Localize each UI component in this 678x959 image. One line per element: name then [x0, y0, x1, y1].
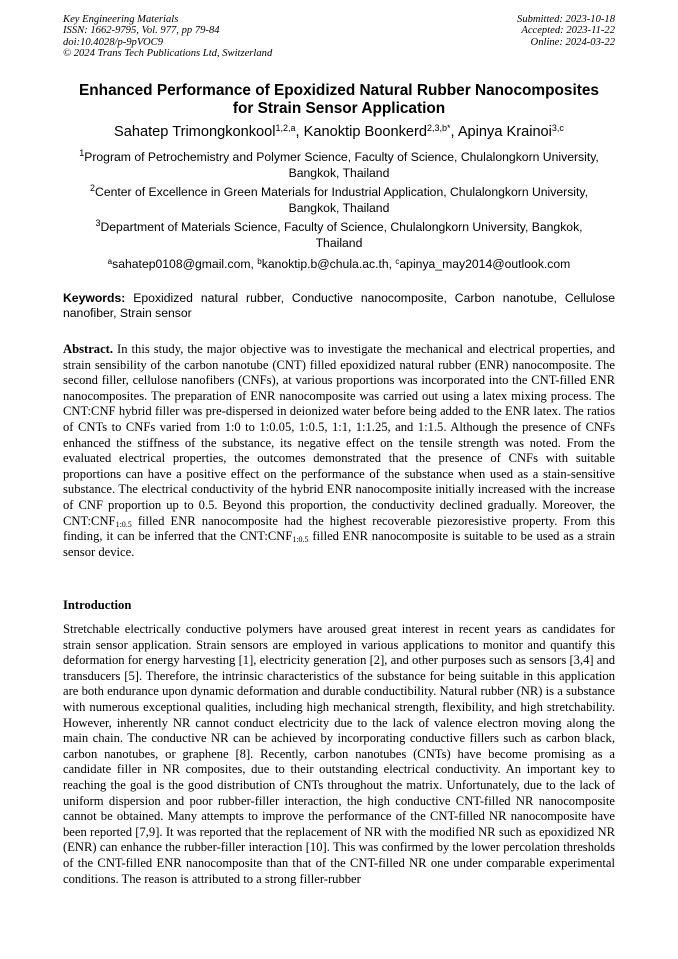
paper-title	[40, 82, 638, 118]
title-line-1: Enhanced Performance of Epoxidized Natural Rubber Nanocomposites	[79, 82, 599, 99]
journal-info	[63, 14, 272, 60]
journal-name: Key Engineering Materials	[63, 14, 179, 25]
ratio-subscript: 1:0.5	[115, 519, 132, 529]
affiliation-1	[60, 150, 618, 181]
title-line-2: for Strain Sensor Application	[232, 100, 446, 117]
abstract-label: Abstract.	[63, 342, 114, 356]
issn-line: ISSN: 1662-9795, Vol. 977, pp 79-84	[63, 25, 220, 37]
affiliation-location: Thailand	[315, 235, 363, 250]
affiliation-number: 3	[95, 218, 101, 228]
affiliation-text: Program of Petrochemistry and Polymer Science, Faculty of Science, Chulalongkorn University,	[84, 150, 599, 164]
abstract-text: filled ENR nanocomposite is suitable to be used as a strain sensor device.	[63, 529, 616, 559]
affiliation-3	[60, 220, 618, 251]
affiliation-2	[60, 185, 618, 216]
author-name: Kanoktip Boonkerd	[303, 124, 427, 140]
email-address[interactable]: sahatep0108@gmail.com,	[112, 257, 258, 271]
email-address[interactable]: apinya_may2014@outlook.com	[399, 257, 571, 271]
email-address[interactable]: kanoktip.b@chula.ac.th,	[261, 257, 396, 271]
accepted-date: Accepted: 2023-11-22	[521, 25, 615, 37]
author-name: Apinya Krainoi	[457, 124, 552, 140]
keywords-section	[63, 291, 615, 322]
affiliation-text: Department of Materials Science, Faculty of Science, Chulalongkorn University, Bangkok,	[100, 220, 583, 234]
author-list: Sahatep Trimongkonkool$^{1,2,a}$, Kanoktip Boonkerd$^{2,3,b*}$, Apinya Krainoi$^{3,c}$	[114, 123, 564, 140]
email-list	[40, 257, 638, 272]
abstract-text: filled ENR nanocomposite had the highest recoverable piezoresistive property. From this finding, it can be inferred that the CNT:CNF	[63, 513, 615, 544]
affiliation-location: Bangkok, Thailand	[288, 200, 390, 215]
email-mark: c	[395, 257, 400, 266]
email-mark: a	[107, 257, 113, 266]
submitted-date: Submitted: 2023-10-18	[517, 14, 615, 25]
introduction-text: Stretchable electrically conductive polymers have aroused great interest in recent years as candidates for strain sensor application. Strain sensors are employed in various applications to monitor and quantify this deformation for energy harvesting [1], electricity generation [2], and other purposes such as sensors [3,4] and transducers [5]. Therefore, the intrinsic characteristics of the substance for being suitable in this application are both endurance upon dynamic deformation and durable conductibility. Natural rubber (NR) is a substance with numerous exceptional qualities, including high mechanical strength, flexibility, and high stretchability. However, inherently NR cannot conduct electricity due to the lack of valence electron moving along the main chain. The conductive NR can be achieved by incorporating conductive fillers such as carbon black, carbon nanotubes, or graphene [8]. Recently, carbon nanotubes (CNTs) have become promising as a candidate filler in NR composites, due to their outstanding electrical conductivity. An important key to reaching the goal is the good distribution of CNTs throughout the matrix. Unfortunately, due to the lack of uniform dispersion and poor rubber-filler interaction, the high conductive CNT-filled NR nanocomposite cannot be obtained. Many attempts to improve the performance of the CNT-filled NR nanocomposite have been reported [7,9]. It was reported that the replacement of NR with the modified NR such as epoxidized NR (ENR) can enhance the rubber-filler interaction [10]. This was confirmed by the lower percolation thresholds of the CNT-filled ENR nanocomposite than that of the CNT-filled NR one under comparable experimental conditions. The reason is attributed to a strong filler-rubber	[63, 622, 615, 886]
affiliation-text: Center of Excellence in Green Materials for Industrial Application, Chulalongkorn University,	[95, 185, 588, 199]
affiliation-number: 1	[79, 148, 85, 158]
publication-dates	[517, 14, 615, 48]
copyright-line: © 2024 Trans Tech Publications Ltd, Switzerland	[63, 48, 273, 60]
keywords-label: Keywords:	[63, 291, 126, 305]
affiliation-location: Bangkok, Thailand	[288, 165, 390, 180]
author-name: Sahatep Trimongkonkool	[114, 124, 276, 140]
abstract-section	[63, 342, 615, 560]
affiliation-number: 2	[90, 183, 96, 193]
introduction-heading: Introduction	[63, 598, 132, 612]
ratio-subscript: 1:0.5	[292, 535, 309, 545]
keywords-text: Epoxidized natural rubber, Conductive nanocomposite, Carbon nanotube, Cellulose nanofiber, Strain sensor	[63, 291, 616, 321]
doi-line: doi:10.4028/p-9pVOC9	[63, 36, 164, 48]
online-date: Online: 2024-03-22	[530, 36, 615, 48]
author-affiliation-mark: 3,c	[551, 123, 564, 133]
abstract-text: In this study, the major objective was to investigate the mechanical and electrical properties, and strain sensibility of the carbon nanotube (CNT) filled epoxidized natural rubber (ENR) nanocomposite. The second filler, cellulose nanofibers (CNFs), at various proportions was incorporated into the CNT-filled ENR nanocomposites. The preparation of ENR nanocomposite was carried out using a latex mixing process. The CNT:CNF hybrid filler was pre-dispersed in deionized water before being added to the ENR latex. The ratios of CNTs to CNFs varied from 1:0 to 1:0.05, 1:0.5, 1:1, 1:1.25, and 1:1.5. Although the presence of CNFs enhanced the stiffness of the substance, its negative effect on the tensile strength was noted. From the evaluated electrical properties, the outcomes demonstrated that the presence of CNFs with suitable proportions can have a positive effect on the performance of the substance when used as a stain-sensitive substance. The electrical conductivity of the hybrid ENR nanocomposite initially increased with the increase of CNF proportion up to 0.5. Beyond this proportion, the conductivity declined gradually. Moreover, the CNT:CNF	[63, 342, 615, 528]
author-affiliation-mark: 2,3,b*	[426, 123, 451, 133]
author-affiliation-mark: 1,2,a	[275, 123, 296, 133]
email-mark: b	[257, 257, 262, 266]
